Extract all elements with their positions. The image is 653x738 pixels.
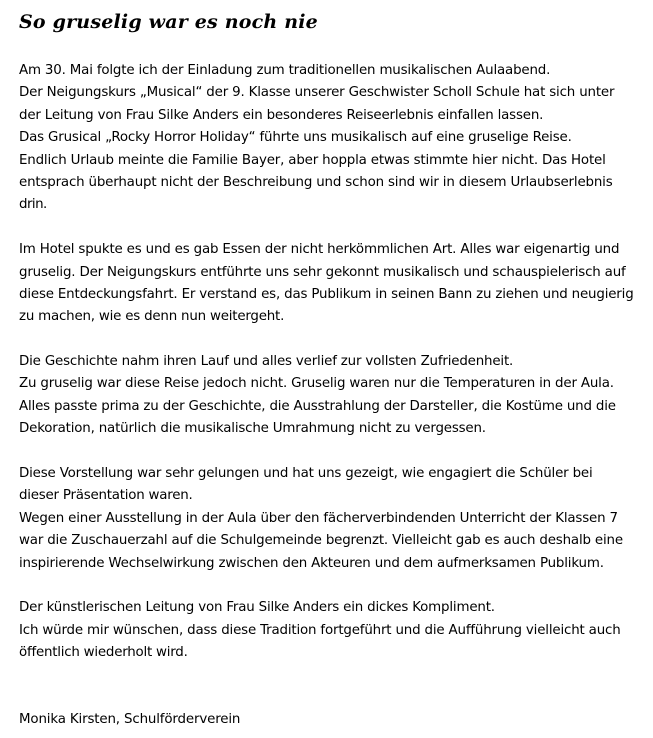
text-line: inspirierende Wechselwirkung zwischen den Akteuren und dem aufmerksamen Publikum.: [19, 555, 604, 571]
text-line: Am 30. Mai folgte ich der Einladung zum traditionellen musikalischen Aulaabend.: [19, 63, 551, 78]
text-line: war die Zuschauerzahl auf die Schulgemeinde begrenzt. Vielleicht gab es auch deshalb eine: [19, 533, 623, 549]
text-line: entsprach überhaupt nicht der Beschreibung und schon sind wir in diesem Urlaubserlebnis: [19, 174, 613, 190]
document-body: [19, 60, 639, 665]
text-line: Im Hotel spukte es und es gab Essen der nicht herkömmlichen Art. Alles war eigenartig und: [19, 242, 620, 258]
text-line: öffentlich wiederholt wird.: [19, 645, 188, 661]
text-line: Der Neigungskurs „Musical“ der 9. Klasse unserer Geschwister Scholl Schule hat sich unter: [19, 85, 615, 101]
text-line: drin.: [19, 197, 47, 213]
text-line: dieser Präsentation waren.: [19, 488, 193, 504]
text-line: Das Grusical „Rocky Horror Holiday“ führte uns musikalisch auf eine gruselige Reise.: [19, 130, 572, 146]
text-line: Endlich Urlaub meinte die Familie Bayer, aber hoppla etwas stimmte hier nicht. Das Hotel: [19, 152, 606, 168]
text-line: Zu gruselig war diese Reise jedoch nicht. Gruselig waren nur die Temperaturen in der Aula.: [19, 376, 614, 392]
text-line: der Leitung von Frau Silke Anders ein besonderes Reiseerlebnis einfallen lassen.: [19, 107, 544, 123]
text-line: Wegen einer Ausstellung in der Aula über den fächerverbindenden Unterricht der Klassen 7: [19, 510, 618, 526]
text-line: Dekoration, natürlich die musikalische Umrahmung nicht zu vergessen.: [19, 421, 486, 437]
text-line: Ich würde mir wünschen, dass diese Tradition fortgeführt und die Aufführung vielleicht auch: [19, 622, 621, 638]
text-line: Der künstlerischen Leitung von Frau Silke Anders ein dickes Kompliment.: [19, 600, 495, 616]
paragraph-4: [19, 463, 639, 575]
document-page: [19, 0, 639, 687]
paragraph-2: [19, 239, 639, 329]
text-line: Alles passte prima zu der Geschichte, die Ausstrahlung der Darsteller, die Kostüme und die: [19, 398, 616, 414]
text-line: gruselig. Der Neigungskurs entführte uns sehr gekonnt musikalisch und schauspielerisch auf: [19, 264, 626, 280]
text-line: Diese Vorstellung war sehr gelungen und hat uns gezeigt, wie engagiert die Schüler bei: [19, 466, 593, 482]
text-line: Die Geschichte nahm ihren Lauf und alles verlief zur vollsten Zufriedenheit.: [19, 354, 514, 370]
paragraph-1: [19, 60, 639, 217]
paragraph-5: [19, 597, 639, 664]
text-line: diese Entdeckungsfahrt. Er verstand es, das Publikum in seinen Bann zu ziehen und neugierig: [19, 286, 634, 302]
text-line: zu machen, wie es denn nun weitergeht.: [19, 309, 285, 325]
signature: Monika Kirsten, Schulförderverein: [19, 712, 241, 727]
document-title: So gruselig war es noch nie: [19, 11, 318, 33]
paragraph-3: [19, 351, 639, 441]
